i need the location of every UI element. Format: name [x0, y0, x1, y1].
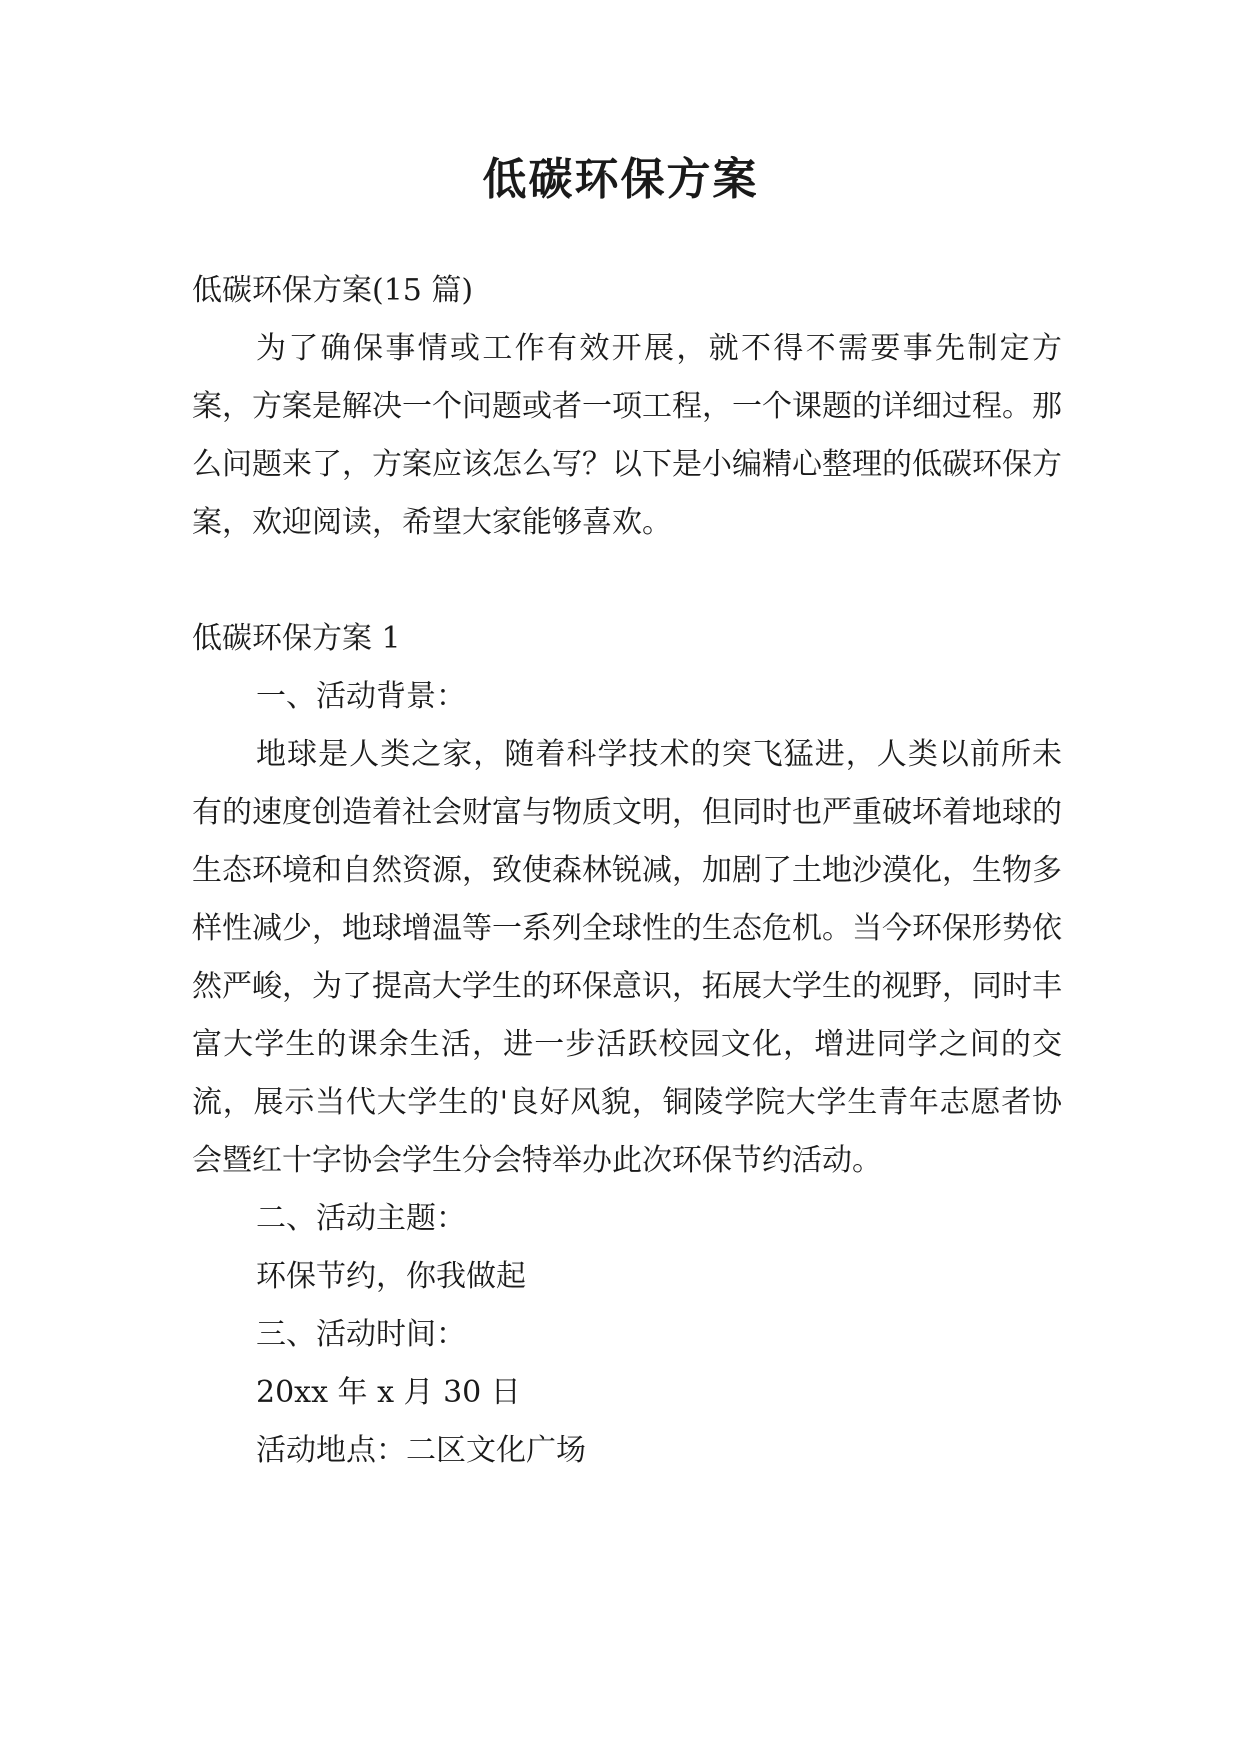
time-text: 20xx 年 x 月 30 日: [256, 1375, 521, 1410]
doc-heading: 低碳环保方案(15 篇): [192, 273, 474, 308]
paragraph-gap: [192, 552, 1062, 610]
location-text: 活动地点：二区文化广场: [256, 1433, 586, 1468]
background-heading: 一、活动背景：: [256, 679, 466, 714]
theme-text: 环保节约，你我做起: [256, 1259, 526, 1294]
document-body: [192, 262, 1062, 1480]
intro-paragraph: 为了确保事情或工作有效开展，就不得不需要事先制定方案，方案是解决一个问题或者一项工程，一个课题的详细过程。那么问题来了，方案应该怎么写？以下是小编精心整理的低碳环保方案，欢迎阅读，希望大家能够喜欢。: [192, 331, 1062, 540]
theme-heading: 二、活动主题：: [256, 1201, 466, 1236]
time-heading: 三、活动时间：: [256, 1317, 466, 1352]
background-paragraph: 地球是人类之家，随着科学技术的突飞猛进，人类以前所未有的速度创造着社会财富与物质文明，但同时也严重破坏着地球的生态环境和自然资源，致使森林锐减，加剧了土地沙漠化，生物多样性减少，地球增温等一系列全球性的生态危机。当今环保形势依然严峻，为了提高大学生的环保意识，拓展大学生的视野，同时丰富大学生的课余生活，进一步活跃校园文化，增进同学之间的交流，展示当代大学生的'良好风貌，铜陵学院大学生青年志愿者协会暨红十字协会学生分会特举办此次环保节约活动。: [192, 737, 1062, 1178]
document-title: 低碳环保方案: [482, 154, 759, 205]
section-heading: 低碳环保方案 1: [192, 621, 401, 656]
